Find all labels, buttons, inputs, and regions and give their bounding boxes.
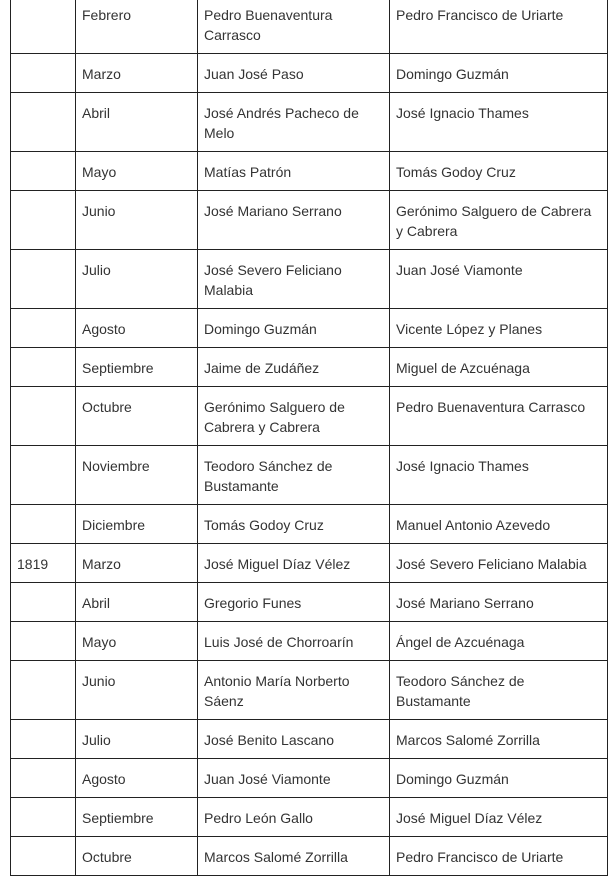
month-cell: Abril [76, 583, 198, 622]
year-cell [11, 622, 76, 661]
president-cell: Gerónimo Salguero de Cabrera y Cabrera [198, 387, 390, 446]
year-cell [11, 250, 76, 309]
table-row [11, 191, 608, 250]
president-cell: Domingo Guzmán [198, 309, 390, 348]
vice-president-cell: Vicente López y Planes [390, 309, 608, 348]
year-cell [11, 446, 76, 505]
table-row [11, 622, 608, 661]
month-cell: Octubre [76, 837, 198, 876]
month-cell: Octubre [76, 387, 198, 446]
president-cell: Pedro Buenaventura Carrasco [198, 0, 390, 54]
presidents-table [10, 0, 608, 876]
table-row [11, 309, 608, 348]
year-cell [11, 661, 76, 720]
president-cell: José Miguel Díaz Vélez [198, 544, 390, 583]
table-row [11, 348, 608, 387]
vice-president-cell: Domingo Guzmán [390, 54, 608, 93]
year-cell [11, 798, 76, 837]
vice-president-cell: Gerónimo Salguero de Cabrera y Cabrera [390, 191, 608, 250]
month-cell: Julio [76, 250, 198, 309]
vice-president-cell: Ángel de Azcuénaga [390, 622, 608, 661]
year-cell [11, 54, 76, 93]
table-row [11, 250, 608, 309]
year-cell [11, 387, 76, 446]
president-cell: Antonio María Norberto Sáenz [198, 661, 390, 720]
vice-president-cell: Pedro Francisco de Uriarte [390, 0, 608, 54]
president-cell: Matías Patrón [198, 152, 390, 191]
month-cell: Septiembre [76, 348, 198, 387]
table-row [11, 661, 608, 720]
president-cell: José Benito Lascano [198, 720, 390, 759]
year-cell [11, 191, 76, 250]
vice-president-cell: Pedro Buenaventura Carrasco [390, 387, 608, 446]
year-cell [11, 309, 76, 348]
year-cell [11, 505, 76, 544]
vice-president-cell: Pedro Francisco de Uriarte [390, 837, 608, 876]
president-cell: Tomás Godoy Cruz [198, 505, 390, 544]
vice-president-cell: José Ignacio Thames [390, 446, 608, 505]
president-cell: José Andrés Pacheco de Melo [198, 93, 390, 152]
month-cell: Agosto [76, 309, 198, 348]
table-row [11, 387, 608, 446]
table-row [11, 837, 608, 876]
year-cell [11, 837, 76, 876]
vice-president-cell: José Severo Feliciano Malabia [390, 544, 608, 583]
month-cell: Agosto [76, 759, 198, 798]
vice-president-cell: Manuel Antonio Azevedo [390, 505, 608, 544]
table-row [11, 720, 608, 759]
president-cell: Marcos Salomé Zorrilla [198, 837, 390, 876]
table-row [11, 759, 608, 798]
month-cell: Marzo [76, 544, 198, 583]
president-cell: Teodoro Sánchez de Bustamante [198, 446, 390, 505]
year-cell [11, 93, 76, 152]
month-cell: Julio [76, 720, 198, 759]
year-cell [11, 348, 76, 387]
year-cell: 1819 [11, 544, 76, 583]
month-cell: Junio [76, 661, 198, 720]
month-cell: Marzo [76, 54, 198, 93]
year-cell [11, 583, 76, 622]
president-cell: Juan José Viamonte [198, 759, 390, 798]
vice-president-cell: José Mariano Serrano [390, 583, 608, 622]
vice-president-cell: Juan José Viamonte [390, 250, 608, 309]
vice-president-cell: José Ignacio Thames [390, 93, 608, 152]
vice-president-cell: José Miguel Díaz Vélez [390, 798, 608, 837]
president-cell: Gregorio Funes [198, 583, 390, 622]
month-cell: Noviembre [76, 446, 198, 505]
table-row [11, 798, 608, 837]
president-cell: Juan José Paso [198, 54, 390, 93]
vice-president-cell: Marcos Salomé Zorrilla [390, 720, 608, 759]
year-cell [11, 0, 76, 54]
month-cell: Mayo [76, 152, 198, 191]
president-cell: José Severo Feliciano Malabia [198, 250, 390, 309]
vice-president-cell: Domingo Guzmán [390, 759, 608, 798]
month-cell: Mayo [76, 622, 198, 661]
year-cell [11, 720, 76, 759]
year-cell [11, 759, 76, 798]
president-cell: Luis José de Chorroarín [198, 622, 390, 661]
table-row [11, 446, 608, 505]
year-cell [11, 152, 76, 191]
table-row [11, 0, 608, 54]
table-row [11, 93, 608, 152]
month-cell: Junio [76, 191, 198, 250]
month-cell: Febrero [76, 0, 198, 54]
month-cell: Diciembre [76, 505, 198, 544]
month-cell: Abril [76, 93, 198, 152]
vice-president-cell: Teodoro Sánchez de Bustamante [390, 661, 608, 720]
month-cell: Septiembre [76, 798, 198, 837]
vice-president-cell: Miguel de Azcuénaga [390, 348, 608, 387]
table-row [11, 544, 608, 583]
table-row [11, 505, 608, 544]
table-row [11, 152, 608, 191]
president-cell: Pedro León Gallo [198, 798, 390, 837]
president-cell: José Mariano Serrano [198, 191, 390, 250]
president-cell: Jaime de Zudáñez [198, 348, 390, 387]
vice-president-cell: Tomás Godoy Cruz [390, 152, 608, 191]
table-body [11, 0, 608, 876]
table-row [11, 583, 608, 622]
table-row [11, 54, 608, 93]
